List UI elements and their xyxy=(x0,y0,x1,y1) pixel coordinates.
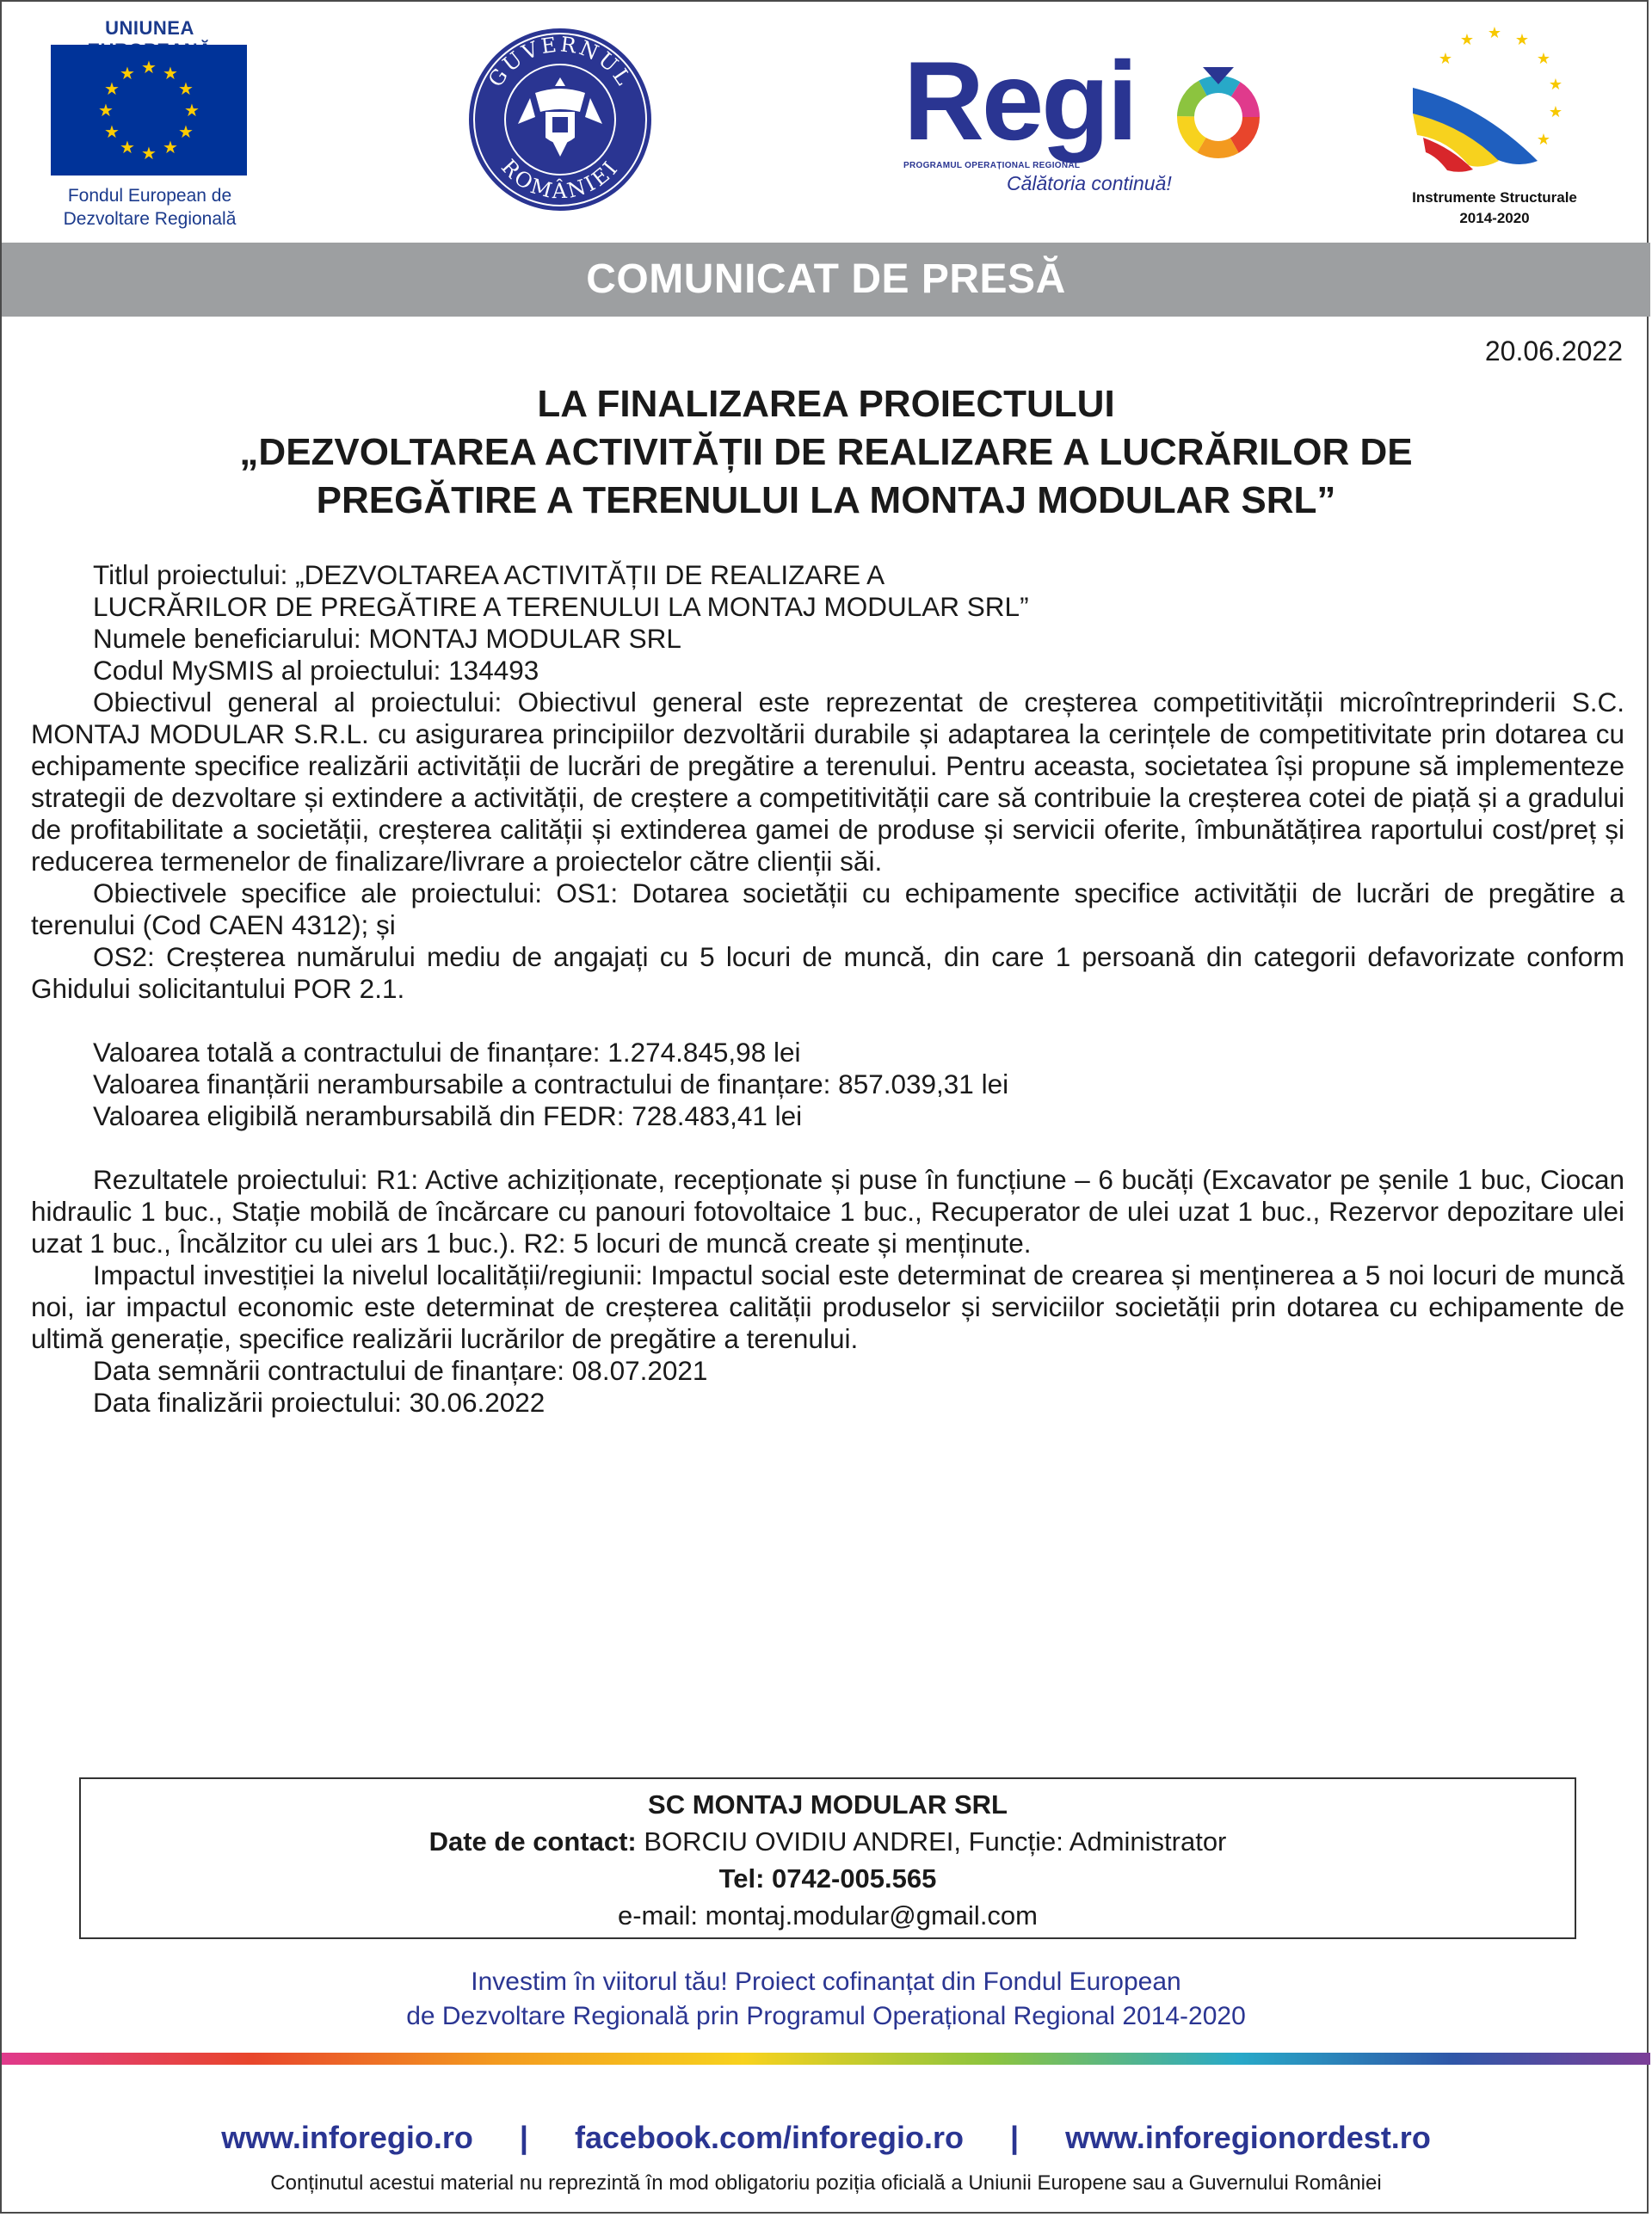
document-body xyxy=(31,559,1624,1419)
regio-colour-ring-icon xyxy=(1170,64,1267,160)
total-contract-value: Valoarea totală a contractului de finanțare: 1.274.845,98 lei xyxy=(93,1037,801,1068)
svg-text:★: ★ xyxy=(184,100,200,120)
mysmis-code: Codul MySMIS al proiectului: 134493 xyxy=(93,655,539,686)
project-results-paragraph: Rezultatele proiectului: R1: Active achiziționate, recepționate și puse în funcțiune – 6 bucăți (Excavator pe șenile 1 buc, Ciocan hidraulic 1 buc., Stație mobilă de încărcare cu panouri fotovoltaice 1 buc., Recuperator de ulei uzat 1 buc., Rezervor depozitare ulei uzat 1 buc., Încălzitor cu ulei ars 1 buc.). R2: 5 locuri de muncă create și menținute. xyxy=(31,1164,1624,1259)
svg-text:★: ★ xyxy=(98,100,114,120)
title-line2: „DEZVOLTAREA ACTIVITĂȚII DE REALIZARE A LUCRĂRILOR DE xyxy=(239,431,1413,473)
svg-text:★: ★ xyxy=(1487,24,1502,42)
project-title-line1: Titlul proiectului: „DEZVOLTAREA ACTIVITĂȚII DE REALIZARE A xyxy=(93,559,885,590)
cofinancing-statement xyxy=(2,1965,1650,2034)
contact-person: BORCIU OVIDIU ANDREI, Funcție: Administrator xyxy=(636,1826,1227,1857)
regio-wordmark: Regi xyxy=(903,38,1136,163)
document-title xyxy=(71,380,1581,525)
contact-email: e-mail: montaj.modular@gmail.com xyxy=(617,1900,1038,1931)
project-completion-date: Data finalizării proiectului: 30.06.2022 xyxy=(93,1387,546,1418)
svg-text:★: ★ xyxy=(1438,50,1453,68)
inforegionordest-link[interactable]: www.inforegionordest.ro xyxy=(1065,2120,1431,2155)
company-name: SC MONTAJ MODULAR SRL xyxy=(648,1789,1008,1820)
press-release-banner xyxy=(2,243,1650,317)
eu-logo xyxy=(46,17,253,232)
cofinancing-line2: de Dezvoltare Regională prin Programul Operațional Regional 2014-2020 xyxy=(406,2002,1246,2030)
government-seal-icon xyxy=(466,26,654,213)
eu-caption-line2: Dezvoltare Regională xyxy=(63,209,237,229)
svg-text:★: ★ xyxy=(104,78,120,99)
press-release-banner-title: COMUNICAT DE PRESĂ xyxy=(586,256,1066,302)
regio-subtitle: PROGRAMUL OPERAȚIONAL REGIONAL xyxy=(903,161,1081,170)
eu-flag-icon xyxy=(51,45,247,176)
footer-separator: | xyxy=(519,2120,528,2155)
instrumente-structurale-emblem-icon xyxy=(1387,19,1602,188)
contact-phone: Tel: 0742-005.565 xyxy=(718,1863,937,1894)
regio-tagline: Călătoria continuă! xyxy=(1007,172,1172,194)
footer-separator: | xyxy=(1010,2120,1020,2155)
general-objective-paragraph: Obiectivul general al proiectului: Obiectivul general este reprezentat de creșterea competitivității microîntreprinderii S.C. MONTAJ MODULAR S.R.L. cu asigurarea principiilor dezvoltării durabile și adaptarea la cerințele de competitivitate prin dotarea cu echipamente specifice realizării activității de lucrări de pregătire a terenului. Pentru aceasta, societatea își propune să implementeze strategii de dezvoltare și extindere a activității, de creștere a competitivității care să contribuie la creșterea cotei de piață și a gradului de profitabilitate a societății, creșterea calității și extinderea gamei de produse și servicii oferite, îmbunătățirea raportului cost/preț și reducerea termenelor de finalizare/livrare a proiectelor către clienții săi. xyxy=(31,687,1624,877)
svg-text:★: ★ xyxy=(1459,31,1475,49)
title-line3: PREGĂTIRE A TERENULUI LA MONTAJ MODULAR SRL” xyxy=(316,479,1336,521)
svg-text:★: ★ xyxy=(163,63,178,83)
svg-text:★: ★ xyxy=(1548,76,1563,94)
svg-text:★: ★ xyxy=(178,78,194,99)
cofinancing-line1: Investim în viitorul tău! Proiect cofinanțat din Fondul European xyxy=(471,1968,1181,1996)
eu-caption-line1: Fondul European de xyxy=(67,186,232,206)
svg-text:★: ★ xyxy=(1548,103,1563,121)
svg-text:★: ★ xyxy=(1536,50,1551,68)
contact-label: Date de contact: xyxy=(428,1826,637,1857)
release-date: 20.06.2022 xyxy=(1484,336,1623,366)
project-title-line2: LUCRĂRILOR DE PREGĂTIRE A TERENULUI LA MONTAJ MODULAR SRL” xyxy=(93,591,1029,622)
svg-text:★: ★ xyxy=(104,121,120,142)
os2-paragraph: OS2: Creșterea numărului mediu de angajați cu 5 locuri de muncă, din care 1 persoană din categorii defavorizate conform Ghidului solicitantului POR 2.1. xyxy=(31,941,1624,1004)
svg-text:★: ★ xyxy=(141,143,157,163)
eu-logo-title: UNIUNEA xyxy=(105,17,194,39)
svg-text:★: ★ xyxy=(1514,31,1530,49)
title-line1: LA FINALIZAREA PROIECTULUI xyxy=(537,383,1115,425)
inforegio-link[interactable]: www.inforegio.ro xyxy=(221,2120,473,2155)
svg-text:★: ★ xyxy=(120,137,135,157)
investment-impact-paragraph: Impactul investiției la nivelul localității/regiunii: Impactul social este determinat de crearea și menținerea a 5 noi locuri de muncă noi, iar impactul economic este determinat de creșterea calității produselor și serviciilor societății prin dotarea cu echipamente de ultimă generație, specifice realizării lucrărilor de pregătire a terenului. xyxy=(31,1259,1624,1354)
regio-logo xyxy=(897,38,1241,208)
specific-objectives-paragraph: Obiectivele specifice ale proiectului: OS1: Dotarea societății cu echipamente specifice activității de lucrări de pregătire a terenului (Cod CAEN 4312); și xyxy=(31,878,1624,940)
contract-signing-date: Data semnării contractului de finanțare: 08.07.2021 xyxy=(93,1355,708,1386)
gov-seal-bottom-text: ROMÂNIEI xyxy=(496,154,624,204)
eligible-fedr-value: Valoarea eligibilă nerambursabilă din FEDR: 728.483,41 lei xyxy=(93,1100,803,1131)
contact-box xyxy=(79,1777,1576,1939)
svg-text:★: ★ xyxy=(120,63,135,83)
logo-strip xyxy=(2,2,1650,243)
instrumente-structurale-caption xyxy=(1387,188,1602,229)
instr-caption-line1: Instrumente Structurale xyxy=(1412,189,1577,206)
svg-text:★: ★ xyxy=(163,137,178,157)
gov-seal-top-text: GUVERNUL xyxy=(483,32,638,92)
facebook-link[interactable]: facebook.com/inforegio.ro xyxy=(574,2120,965,2155)
beneficiary-name: Numele beneficiarului: MONTAJ MODULAR SRL xyxy=(93,623,681,654)
svg-text:★: ★ xyxy=(1536,131,1551,149)
non-refundable-value: Valoarea finanțării nerambursabile a contractului de finanțare: 857.039,31 lei xyxy=(93,1068,1009,1099)
disclaimer: Conținutul acestui material nu reprezintă în mod obligatoriu poziția oficială a Uniunii Europene sau a Guvernului României xyxy=(270,2171,1382,2195)
instr-caption-line2: 2014-2020 xyxy=(1459,210,1530,226)
eu-logo-caption xyxy=(46,184,253,231)
contact-person-line xyxy=(81,1823,1575,1860)
rainbow-divider xyxy=(2,2053,1650,2065)
svg-text:★: ★ xyxy=(141,57,157,77)
instrumente-structurale-logo xyxy=(1387,19,1602,234)
footer-links xyxy=(2,2120,1650,2156)
svg-text:★: ★ xyxy=(178,121,194,142)
